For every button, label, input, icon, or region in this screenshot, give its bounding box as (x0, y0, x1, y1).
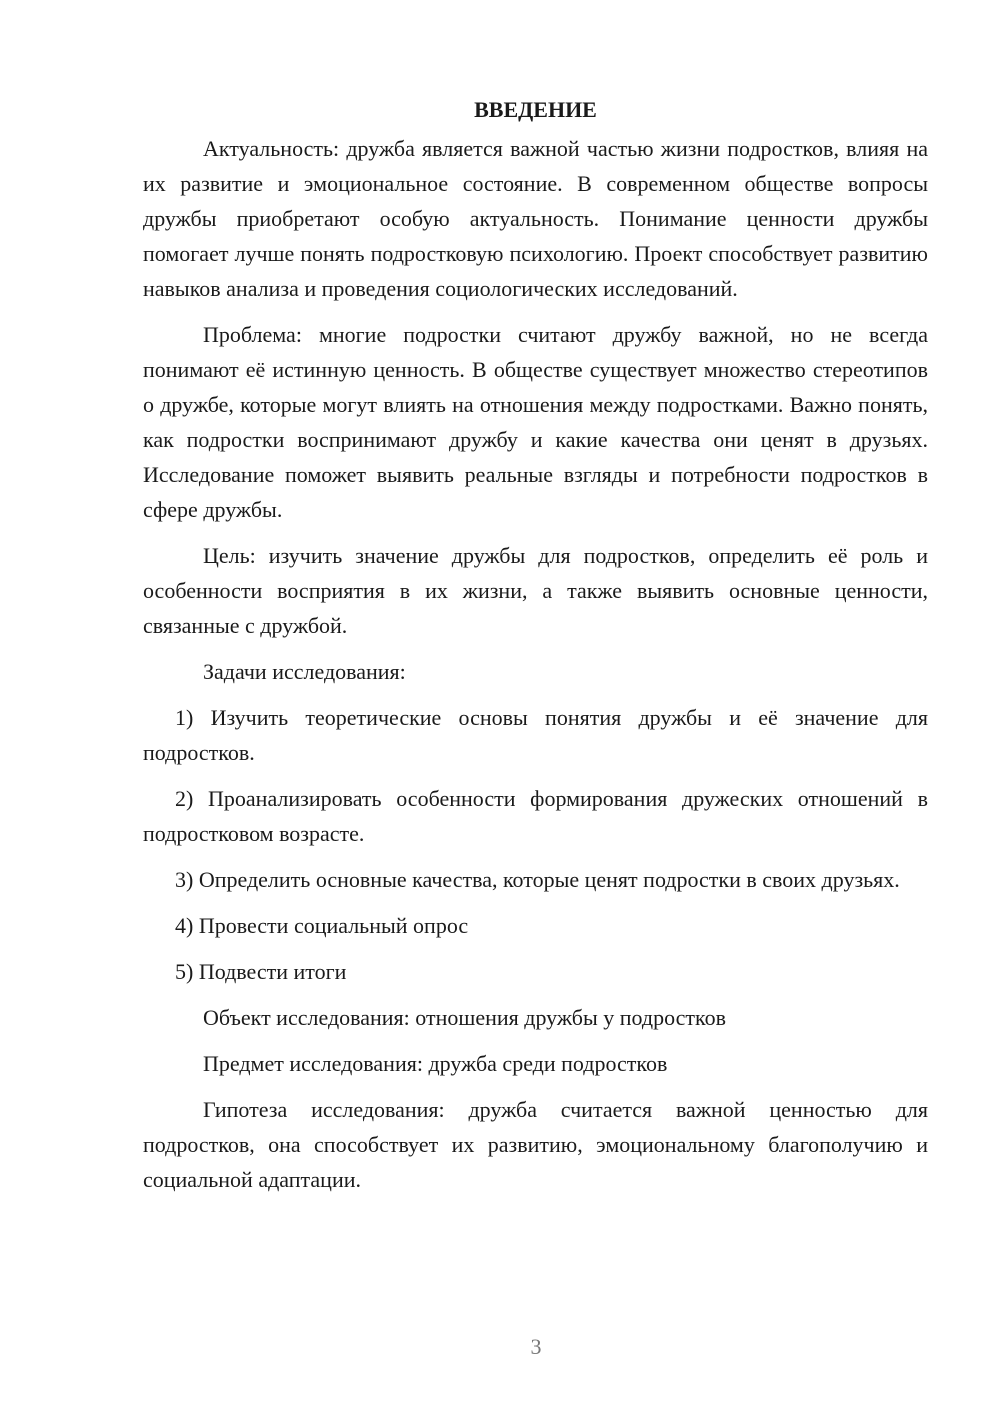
relevance-paragraph: Актуальность: дружба является важной частью жизни подростков, влияя на их развитие и эмоциональное состояние. В современном обществе вопросы дружбы приобретают особую актуальность. Понимание ценности дружбы помогает лучше понять подростковую психологию. Проект способствует развитию навыков анализа и проведения социологических исследований. (143, 136, 928, 301)
task-item-1: 1) Изучить теоретические основы понятия дружбы и её значение для подростков. (143, 705, 928, 765)
page-number: 3 (530, 1334, 542, 1359)
task-item-3: 3) Определить основные качества, которые ценят подростки в своих друзьях. (175, 867, 900, 892)
goal-paragraph: Цель: изучить значение дружбы для подростков, определить её роль и особенности восприятия в их жизни, а также выявить основные ценности, связанные с дружбой. (143, 543, 928, 638)
task-item-4: 4) Провести социальный опрос (175, 913, 469, 938)
research-object: Объект исследования: отношения дружбы у подростков (203, 1005, 726, 1030)
section-title: ВВЕДЕНИЕ (474, 97, 597, 122)
task-item-2: 2) Проанализировать особенности формирования дружеских отношений в подростковом возрасте. (143, 786, 928, 846)
tasks-heading: Задачи исследования: (203, 659, 406, 684)
research-hypothesis: Гипотеза исследования: дружба считается важной ценностью для подростков, она способствует их развитию, эмоциональному благополучию и социальной адаптации. (143, 1097, 928, 1192)
document-body (143, 92, 928, 1208)
problem-paragraph: Проблема: многие подростки считают дружбу важной, но не всегда понимают её истинную ценность. В обществе существует множество стереотипов о дружбе, которые могут влиять на отношения между подростками. Важно понять, как подростки воспринимают дружбу и какие качества они ценят в друзьях. Исследование поможет выявить реальные взгляды и потребности подростков в сфере дружбы. (143, 322, 928, 522)
task-item-5: 5) Подвести итоги (175, 959, 347, 984)
research-subject: Предмет исследования: дружба среди подростков (203, 1051, 668, 1076)
